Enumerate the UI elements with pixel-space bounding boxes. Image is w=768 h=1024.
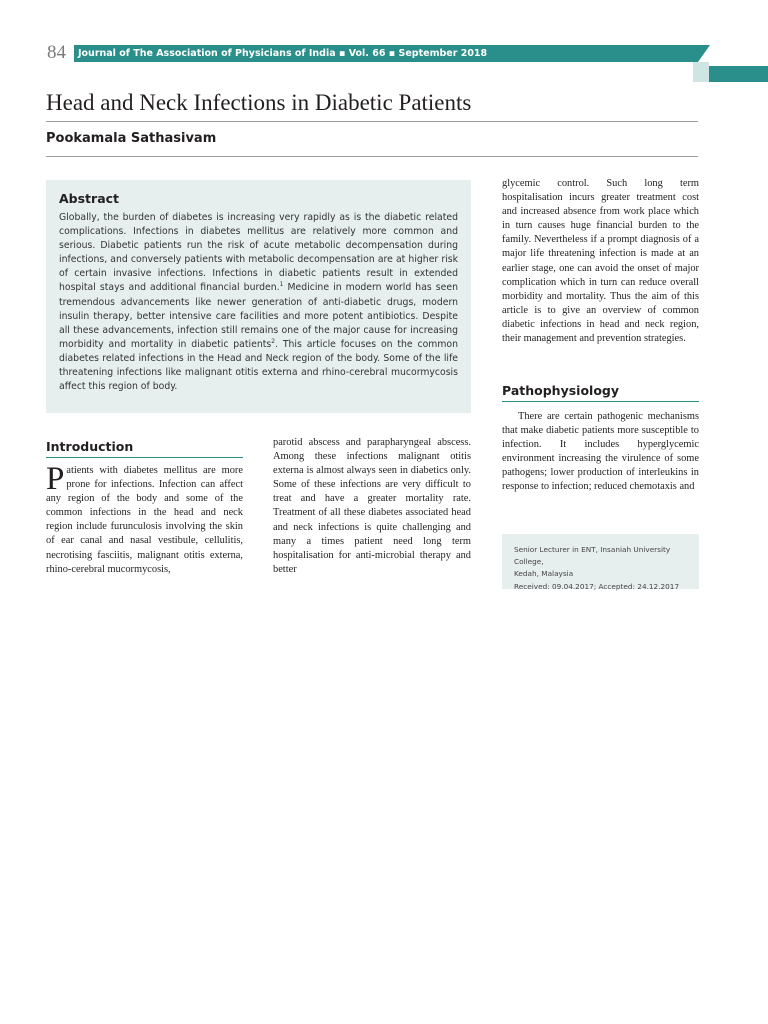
abstract-text	[59, 211, 458, 394]
introduction-column-1	[46, 461, 243, 577]
pathophysiology-underline	[502, 401, 699, 402]
affiliation-position: Senior Lecturer in ENT, Insaniah University College,	[514, 545, 671, 567]
header-accent-dark	[709, 66, 768, 82]
introduction-underline	[46, 457, 243, 458]
page-number: 84	[47, 42, 66, 63]
author-divider	[46, 156, 698, 157]
abstract-text-part1: Globally, the burden of diabetes is increasing very rapidly as is the diabetic related complications. Infections in diabetes mellitus are relatively more common and serious. Diabetic patients run the risk of acute metabolic decompensation during infections, and conversely patients with metabolic decompensation are at higher risk of certain invasive infections. Infections in diabetic patients result in extended hospital stays and additional financial burden.	[59, 212, 458, 294]
abstract-text-part2: Medicine in modern world has seen tremendous advancements like newer generation of anti-diabetic drugs, modern insulin therapy, better intensive care facilities and more potent antibiotics. Despite all these advancements, infection still remains one of the major cause for increasing morbidity and mortality in diabetic patients	[59, 282, 458, 350]
introduction-column-2: parotid abscess and parapharyngeal abscess. Among these infections malignant otitis externa is almost always seen in diabetics only. Some of these infections are very difficult to treat and have a greater mortality rate. Treatment of all these diabetes associated head and neck infections is quite challenging and many a times patient need long term hospitalisation for anti-microbial therapy and better	[273, 437, 471, 575]
author-name: Pookamala Sathasivam	[46, 131, 217, 146]
introduction-column-3: glycemic control. Such long term hospitalisation incurs greater treatment cost and increased absence from work place which in turn causes huge financial burden to the family. Nevertheless if a prompt diagnosis of a major life threatening infection is made at an earlier stage, one can avoid the onset of major complication which in turn can reduce overall morbidity and mortality. Thus the aim of this article is to give an overview of common diabetic infections in head and neck region, their management and prevention strategies.	[502, 178, 699, 345]
journal-header-band: Journal of The Association of Physicians of India ▪ Vol. 66 ▪ September 2018	[74, 45, 698, 62]
drop-cap: P	[46, 461, 65, 497]
title-divider	[46, 121, 698, 122]
affiliation-box	[502, 534, 699, 589]
article-title: Head and Neck Infections in Diabetic Patients	[46, 90, 472, 115]
abstract-box	[46, 180, 471, 413]
pathophysiology-heading: Pathophysiology	[502, 383, 619, 398]
affiliation-location: Kedah, Malaysia	[514, 569, 574, 579]
introduction-heading: Introduction	[46, 439, 134, 454]
abstract-text-part3: . This article focuses on the common diabetes related infections in the Head and Neck region of the body. Some of the life threatening infections like malignant otitis externa and rhino-cerebral mucormycosis affect this region of body.	[59, 338, 458, 393]
received-accepted-dates: Received: 09.04.2017; Accepted: 24.12.2017	[514, 581, 680, 591]
citation-2: 2	[271, 337, 276, 345]
pathophysiology-text: There are certain pathogenic mechanisms that make diabetic patients more susceptible to infection. It includes hyperglycemic environment increasing the virulence of some pathogens; lower production of interleukins in response to infection; reduced chemotaxis and	[502, 411, 699, 493]
introduction-col1-text: atients with diabetes mellitus are more prone for infections. Infection can affect any region of the body and some of the common infections in the head and neck region include furunculosis involving the skin of ear canal and nasal vestibule, cellulitis, necrotising fasciitis, malignant otitis externa, rhino-cerebral mucormycosis,	[46, 465, 243, 575]
header-band-tip	[698, 45, 710, 62]
abstract-heading: Abstract	[59, 191, 120, 206]
citation-1: 1	[279, 281, 284, 289]
header-accent-light	[693, 62, 709, 82]
